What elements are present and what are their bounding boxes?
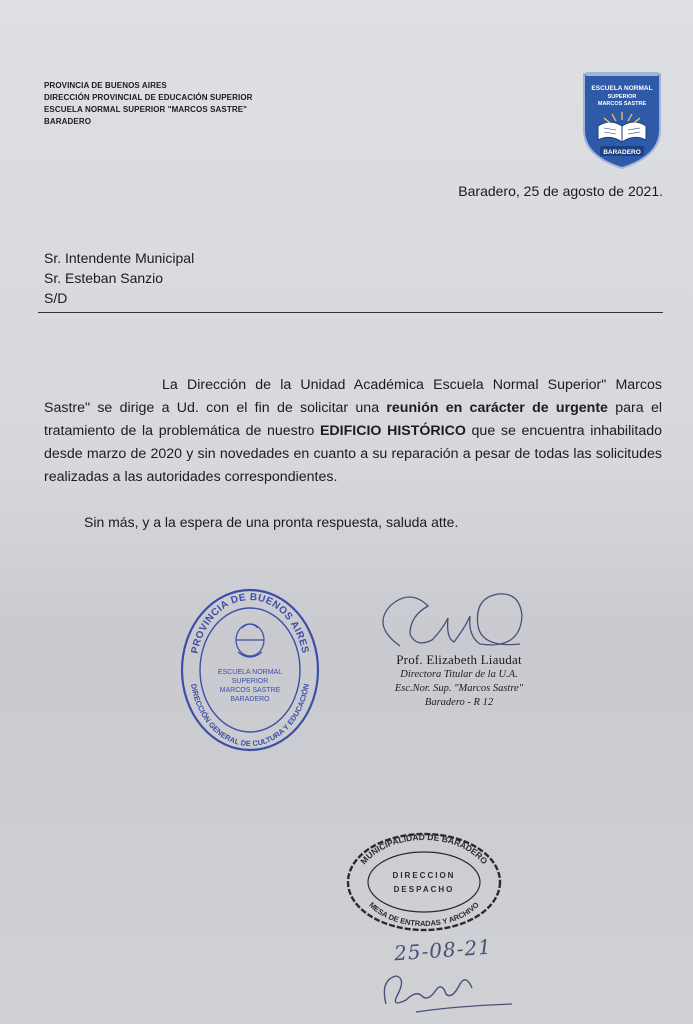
- seal-center-text: BARADERO: [230, 696, 270, 703]
- crest-text-top: ESCUELA NORMAL: [591, 85, 653, 92]
- crest-text-mid2: MARCOS SASTRE: [597, 101, 647, 107]
- svg-text:MUNICIPALIDAD DE BARADERO: [358, 832, 490, 866]
- body-text-segment: para el tratamiento de la problemática de nuestro: [44, 400, 662, 439]
- receipt-ring-bottom-text: MESA DE ENTRADAS Y ARCHIVO: [367, 900, 481, 929]
- letterhead-line: DIRECCIÓN PROVINCIAL DE EDUCACIÓN SUPERIOR: [44, 93, 253, 102]
- seal-center-text: ESCUELA NORMAL: [217, 669, 283, 676]
- letterhead-line: PROVINCIA DE BUENOS AIRES: [44, 81, 167, 90]
- school-crest-logo: [580, 68, 664, 172]
- crest-text-mid1: SUPERIOR: [607, 94, 637, 100]
- recipient-block: [44, 248, 194, 308]
- handwritten-signature: [370, 586, 540, 656]
- handwritten-receipt-date: 25-08-21: [393, 934, 493, 966]
- svg-text:PROVINCIA DE BUENOS AIRES: [190, 592, 311, 655]
- recipient-line: Sr. Intendente Municipal: [44, 250, 195, 266]
- signer-place: Baradero - R 12: [424, 697, 494, 708]
- coat-of-arms-icon: [236, 624, 264, 657]
- seal-ring-top-text: PROVINCIA DE BUENOS AIRES: [189, 591, 311, 655]
- body-emphasis-urgent: reunión en carácter de urgente: [386, 400, 608, 416]
- letterhead-line: ESCUELA NORMAL SUPERIOR "MARCOS SASTRE": [44, 105, 248, 114]
- receipt-ring-top-text: MUNICIPALIDAD DE BARADERO: [358, 831, 490, 867]
- divider-line: [38, 312, 663, 313]
- signature-block: [374, 652, 544, 710]
- official-seal-stamp: [176, 578, 324, 752]
- handwritten-initials: [376, 960, 516, 1020]
- body-text-segment: La Dirección de la Unidad Académica Escuela Normal Superior" Marcos Sastre" se dirige a Ud. con el fin de solicitar una: [44, 377, 662, 416]
- body-text-segment: que se encuentra inhabilitado desde marzo de 2020 y sin novedades en cuanto a su reparación a pesar de todas las solicitudes realizadas a las autoridades correspondientes.: [44, 423, 662, 485]
- signer-school: Esc.Nor. Sup. "Marcos Sastre": [394, 683, 524, 694]
- receipt-center-text: DIRECCION: [392, 871, 456, 880]
- recipient-line: S/D: [44, 290, 68, 306]
- signer-name: Prof. Elizabeth Liaudat: [396, 652, 522, 667]
- signer-role: Directora Titular de la U.A.: [400, 669, 518, 680]
- closing-line: Sin más, y a la espera de una pronta respuesta, saluda atte.: [84, 514, 459, 530]
- recipient-line: Sr. Esteban Sanzio: [44, 270, 164, 286]
- letterhead-line: BARADERO: [44, 117, 92, 126]
- seal-center-text: MARCOS SASTRE: [219, 687, 281, 694]
- letter-date: Baradero, 25 de agosto de 2021.: [458, 183, 663, 199]
- seal-ring-bottom-text: DIRECCIÓN GENERAL DE CULTURA Y EDUCACIÓN: [189, 683, 311, 749]
- letterhead: [44, 80, 253, 128]
- letter-body-paragraph: [44, 374, 662, 489]
- body-emphasis-building: EDIFICIO HISTÓRICO: [319, 423, 466, 439]
- seal-center-text: SUPERIOR: [231, 678, 269, 685]
- crest-text-bottom: BARADERO: [603, 149, 641, 156]
- receipt-stamp: [344, 828, 504, 934]
- receipt-center-text: DESPACHO: [393, 885, 455, 894]
